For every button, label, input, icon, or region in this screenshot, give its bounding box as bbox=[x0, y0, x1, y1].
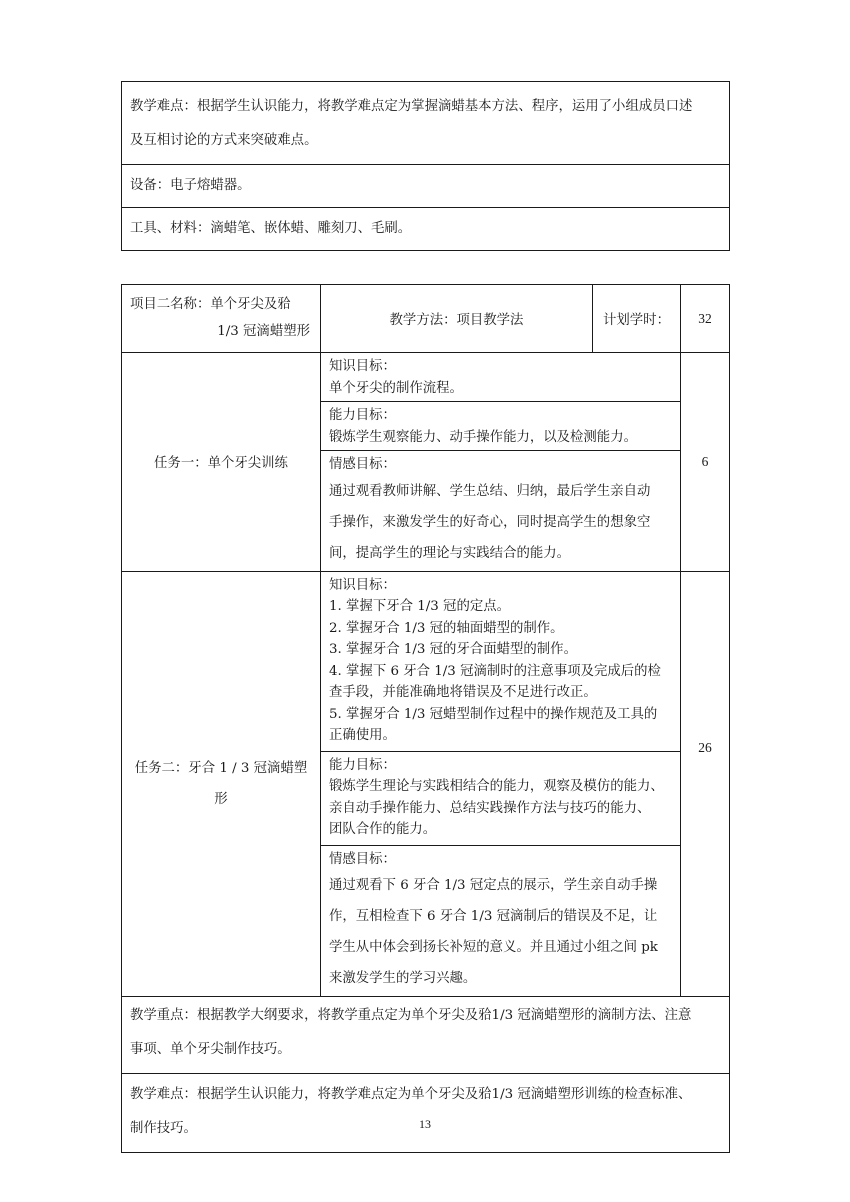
goal-title: 知识目标： bbox=[329, 359, 396, 374]
goal-body-line: 作，互相检查下 6 牙合 1/3 冠滴制后的错误及不足，让 bbox=[329, 909, 658, 924]
goal-body-line: 来激发学生的学习兴趣。 bbox=[329, 971, 477, 986]
goal-body-line: 1. 掌握下牙合 1/3 冠的定点。 bbox=[329, 599, 511, 614]
task2-knowledge-goal bbox=[321, 571, 681, 751]
goal-body-line: 4. 掌握下 6 牙合 1/3 冠滴制时的注意事项及完成后的检 bbox=[329, 663, 661, 679]
goal-body: 单个牙尖的制作流程。 bbox=[329, 380, 463, 396]
tools-materials-cell: 工具、材料：滴蜡笔、嵌体蜡、雕刻刀、毛刷。 bbox=[122, 208, 730, 251]
task2-emotion-goal bbox=[321, 845, 681, 997]
goal-body-line: 正确使用。 bbox=[329, 728, 396, 743]
project-name-cell bbox=[122, 285, 321, 353]
goal-title: 能力目标： bbox=[329, 757, 396, 773]
text-line: 事项、单个牙尖制作技巧。 bbox=[130, 1042, 291, 1057]
teaching-method-cell: 教学方法：项目教学法 bbox=[321, 285, 593, 353]
goal-body-line: 通过观看教师讲解、学生总结、归纳，最后学生亲自动 bbox=[329, 483, 651, 499]
teaching-key-points-cell bbox=[122, 997, 730, 1074]
planned-hours-label: 计划学时： bbox=[593, 285, 681, 353]
goal-title: 知识目标： bbox=[329, 577, 396, 593]
goal-body-line: 5. 掌握牙合 1/3 冠蜡型制作过程中的操作规范及工具的 bbox=[329, 706, 658, 722]
task1-ability-goal bbox=[321, 402, 681, 451]
goal-body: 锻炼学生观察能力、动手操作能力，以及检测能力。 bbox=[329, 429, 637, 445]
text-line: 教学重点：根据教学大纲要求，将教学重点定为单个牙尖及𬌗1/3 冠滴蜡塑形的滴制方法、注意 bbox=[130, 1008, 692, 1023]
goal-body-line: 查手段，并能准确地将错误及不足进行改正。 bbox=[329, 685, 597, 700]
task1-emotion-goal bbox=[321, 451, 681, 572]
teaching-difficulty-cell-2 bbox=[122, 1074, 730, 1153]
goal-body-line: 手操作，来激发学生的好奇心，同时提高学生的想象空 bbox=[329, 514, 651, 530]
task2-name-line: 形 bbox=[214, 791, 228, 807]
goal-body-line: 2. 掌握牙合 1/3 冠的轴面蜡型的制作。 bbox=[329, 620, 564, 636]
text-line: 教学难点：根据学生认识能力，将教学难点定为掌握滴蜡基本方法、程序，运用了小组成员口述 bbox=[130, 99, 693, 114]
table-top-summary bbox=[121, 81, 730, 251]
goal-body-line: 间，提高学生的理论与实践结合的能力。 bbox=[329, 545, 571, 561]
teaching-difficulty-cell bbox=[122, 82, 730, 165]
page-number: 13 bbox=[419, 1117, 431, 1131]
equipment-cell: 设备：电子熔蜡器。 bbox=[122, 165, 730, 208]
task2-name-cell bbox=[122, 571, 321, 997]
task2-name-line: 任务二：牙合 1 / 3 冠滴蜡塑 bbox=[134, 760, 308, 776]
goal-title: 能力目标： bbox=[329, 408, 396, 423]
project-name-line: 1/3 冠滴蜡塑形 bbox=[217, 324, 310, 339]
text-line: 制作技巧。 bbox=[130, 1121, 197, 1136]
table-project-two bbox=[121, 284, 730, 1153]
text-line: 及互相讨论的方式来突破难点。 bbox=[130, 133, 318, 148]
goal-body-line: 亲自动手操作能力、总结实践操作方法与技巧的能力、 bbox=[329, 800, 651, 816]
goal-body-line: 学生从中体会到扬长补短的意义。并且通过小组之间 pk bbox=[329, 940, 658, 955]
task1-knowledge-goal bbox=[321, 353, 681, 402]
task1-hours: 6 bbox=[681, 353, 730, 572]
goal-body-line: 通过观看下 6 牙合 1/3 冠定点的展示，学生亲自动手操 bbox=[329, 878, 658, 893]
planned-hours-value: 32 bbox=[681, 285, 730, 353]
task2-hours: 26 bbox=[681, 571, 730, 997]
goal-body-line: 3. 掌握牙合 1/3 冠的牙合面蜡型的制作。 bbox=[329, 642, 577, 657]
goal-body-line: 锻炼学生理论与实践相结合的能力，观察及模仿的能力、 bbox=[329, 779, 664, 794]
goal-title: 情感目标： bbox=[329, 457, 396, 472]
goal-body-line: 团队合作的能力。 bbox=[329, 822, 437, 837]
project-name-line: 项目二名称：单个牙尖及𬌗 bbox=[130, 297, 291, 312]
task2-ability-goal bbox=[321, 751, 681, 845]
text-line: 教学难点：根据学生认识能力，将教学难点定为单个牙尖及𬌗1/3 冠滴蜡塑形训练的检查标准、 bbox=[130, 1087, 692, 1102]
goal-title: 情感目标： bbox=[329, 851, 396, 867]
task1-name-cell: 任务一：单个牙尖训练 bbox=[122, 353, 321, 572]
